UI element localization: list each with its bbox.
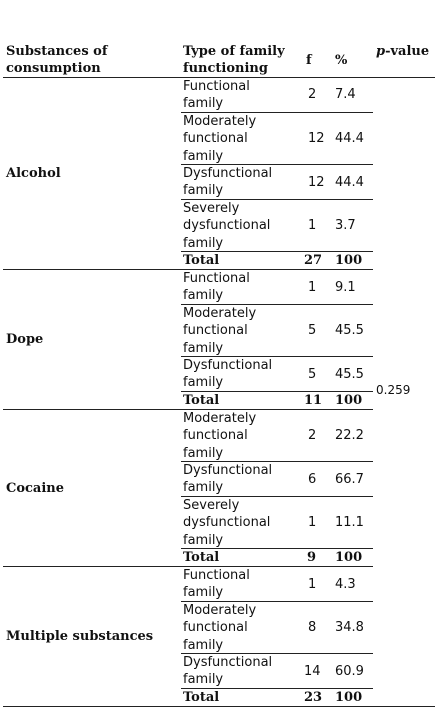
- total-pct: 100: [335, 690, 363, 705]
- header-family-type: Type of family functioning: [183, 44, 285, 76]
- family-type-cell: Dysfunctional family: [183, 358, 273, 391]
- header-percent: %: [335, 53, 348, 68]
- f-cell: 1: [308, 280, 317, 295]
- total-pct: 100: [335, 550, 363, 565]
- family-type-cell: Severely dysfunctional family: [183, 498, 271, 548]
- substance-label-cocaine: Cocaine: [6, 481, 65, 496]
- f-cell: 2: [308, 87, 317, 102]
- pct-cell: 45.5: [335, 323, 364, 338]
- f-cell: 5: [308, 323, 317, 338]
- header-substances: Substances of consumption: [6, 44, 108, 76]
- f-cell: 2: [308, 428, 317, 443]
- pct-cell: 45.5: [335, 367, 364, 382]
- header-p-value: [376, 43, 429, 60]
- total-f: 11: [304, 393, 323, 408]
- substance-label-multiple: Multiple substances: [6, 629, 154, 644]
- table-bottom-rule: [3, 706, 435, 707]
- f-cell: 14: [304, 664, 321, 679]
- total-label: Total: [183, 690, 220, 705]
- total-label: Total: [183, 393, 220, 408]
- pct-cell: 44.4: [335, 131, 364, 146]
- total-label: Total: [183, 550, 220, 565]
- f-cell: 12: [308, 131, 325, 146]
- total-f: 9: [307, 550, 317, 565]
- family-type-cell: Functional family: [183, 79, 250, 112]
- pct-cell: 9.1: [335, 280, 356, 295]
- f-cell: 8: [308, 620, 317, 635]
- total-label: Total: [183, 253, 220, 268]
- f-cell: 5: [308, 367, 317, 382]
- pct-cell: 11.1: [335, 515, 364, 530]
- f-cell: 1: [308, 577, 317, 592]
- f-cell: 1: [308, 515, 317, 530]
- pct-cell: 34.8: [335, 620, 364, 635]
- pct-cell: 60.9: [335, 664, 364, 679]
- pct-cell: 7.4: [335, 87, 356, 102]
- header-p-letter: p: [376, 44, 386, 59]
- family-type-cell: Severely dysfunctional family: [183, 201, 271, 251]
- family-type-cell: Dysfunctional family: [183, 655, 273, 688]
- family-type-cell: Moderately functional family: [183, 306, 257, 356]
- f-cell: 12: [308, 175, 325, 190]
- family-type-cell: Dysfunctional family: [183, 463, 273, 496]
- pct-cell: 4.3: [335, 577, 356, 592]
- pct-cell: 22.2: [335, 428, 364, 443]
- family-type-cell: Moderately functional family: [183, 411, 257, 461]
- family-type-cell: Moderately functional family: [183, 114, 257, 164]
- pct-cell: 44.4: [335, 175, 364, 190]
- family-type-cell: Functional family: [183, 271, 250, 304]
- header-f: f: [306, 53, 312, 68]
- p-value: 0.259: [376, 383, 411, 397]
- header-p-suffix: -value: [385, 44, 430, 59]
- family-type-cell: Dysfunctional family: [183, 166, 273, 199]
- total-f: 27: [304, 253, 323, 268]
- f-cell: 1: [308, 218, 317, 233]
- total-pct: 100: [335, 253, 363, 268]
- pct-cell: 3.7: [335, 218, 356, 233]
- pct-cell: 66.7: [335, 472, 364, 487]
- total-f: 23: [304, 690, 323, 705]
- total-pct: 100: [335, 393, 363, 408]
- substance-label-alcohol: Alcohol: [6, 166, 61, 181]
- f-cell: 6: [308, 472, 317, 487]
- substance-label-dope: Dope: [6, 332, 44, 347]
- family-type-cell: Functional family: [183, 568, 250, 601]
- family-type-cell: Moderately functional family: [183, 603, 257, 653]
